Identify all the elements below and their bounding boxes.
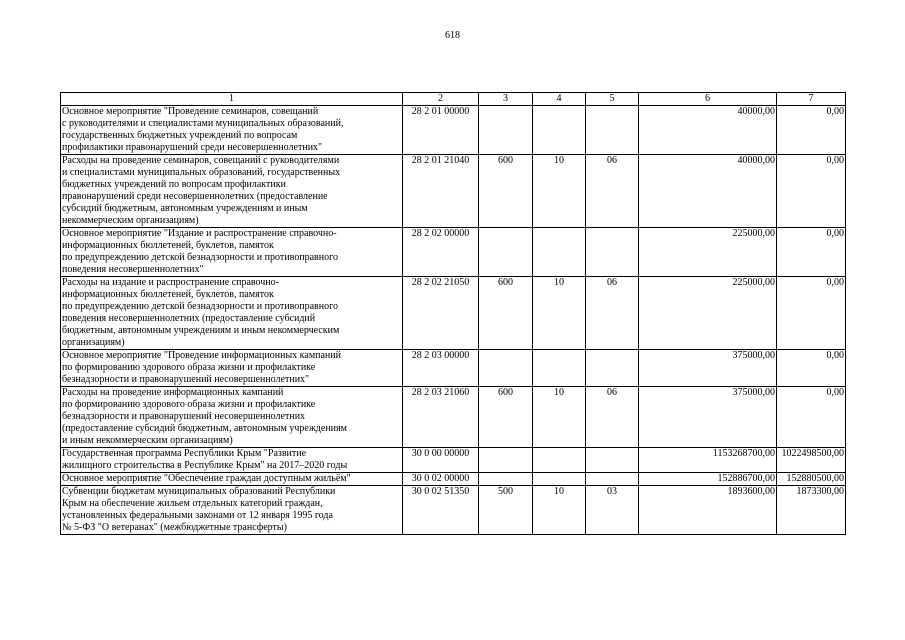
row-subsection-cell: [586, 106, 639, 155]
row-sum1-cell: 1893600,00: [639, 486, 777, 535]
row-sum2-cell: 0,00: [777, 228, 846, 277]
row-type-cell: 500: [479, 486, 533, 535]
row-sum1-cell: 152886700,00: [639, 473, 777, 486]
col-header-1: 1: [61, 93, 403, 106]
row-sum1-cell: 375000,00: [639, 387, 777, 448]
row-name-cell: Расходы на проведение семинаров, совещаний с руководителями и специалистами муниципальных образований, государственных бюджетных учреждений по вопросам профилактики правонарушений среди несовершеннолетних (предоставление субсидий бюджетным, автономным учреждениям и иным некоммерческим организациям): [61, 155, 403, 228]
row-sum1-cell: 1153268700,00: [639, 448, 777, 473]
row-section-cell: [533, 473, 586, 486]
row-code-cell: 28 2 02 21050: [403, 277, 479, 350]
row-sum2-cell: 0,00: [777, 106, 846, 155]
row-code-cell: 28 2 01 21040: [403, 155, 479, 228]
row-subsection-cell: 06: [586, 155, 639, 228]
row-section-cell: 10: [533, 155, 586, 228]
budget-table: [60, 92, 846, 535]
row-sum1-cell: 40000,00: [639, 155, 777, 228]
row-section-cell: [533, 228, 586, 277]
table-row: [61, 277, 846, 350]
row-section-cell: 10: [533, 277, 586, 350]
row-code-cell: 30 0 02 51350: [403, 486, 479, 535]
row-sum1-cell: 225000,00: [639, 277, 777, 350]
row-name-cell: Расходы на проведение информационных кампаний по формированию здорового образа жизни и профилактике безнадзорности и правонарушений несовершеннолетних (предоставление субсидий бюджетным, автономным учреждениям и иным некоммерческим организациям): [61, 387, 403, 448]
row-type-cell: [479, 106, 533, 155]
col-header-7: 7: [777, 93, 846, 106]
row-sum2-cell: 0,00: [777, 387, 846, 448]
row-subsection-cell: 06: [586, 387, 639, 448]
row-type-cell: 600: [479, 277, 533, 350]
row-code-cell: 30 0 00 00000: [403, 448, 479, 473]
table-row: [61, 387, 846, 448]
row-name-cell: Субвенции бюджетам муниципальных образований Республики Крым на обеспечение жильем отдельных категорий граждан, установленных федеральными законами от 12 января 1995 года № 5-ФЗ "О ветеранах" (межбюджетные трансферты): [61, 486, 403, 535]
table-row: [61, 228, 846, 277]
col-header-3: 3: [479, 93, 533, 106]
row-code-cell: 28 2 01 00000: [403, 106, 479, 155]
row-sum1-cell: 225000,00: [639, 228, 777, 277]
row-sum2-cell: 1022498500,00: [777, 448, 846, 473]
row-type-cell: [479, 228, 533, 277]
table-row: [61, 350, 846, 387]
row-section-cell: 10: [533, 387, 586, 448]
row-sum1-cell: 375000,00: [639, 350, 777, 387]
table-row: [61, 155, 846, 228]
row-section-cell: [533, 448, 586, 473]
table-row: [61, 486, 846, 535]
row-type-cell: [479, 350, 533, 387]
col-header-5: 5: [586, 93, 639, 106]
row-name-cell: Основное мероприятие "Проведение семинаров, совещаний с руководителями и специалистами муниципальных образований, государственных бюджетных учреждений по вопросам профилактики правонарушений среди несовершеннолетних": [61, 106, 403, 155]
row-code-cell: 28 2 02 00000: [403, 228, 479, 277]
row-sum2-cell: 1873300,00: [777, 486, 846, 535]
row-name-cell: Основное мероприятие "Обеспечение граждан доступным жильём": [61, 473, 403, 486]
row-name-cell: Основное мероприятие "Издание и распространение справочно- информационных бюллетеней, буклетов, памяток по предупреждению детской безнадзорности и противоправного поведения несовершеннолетних": [61, 228, 403, 277]
row-name-cell: Расходы на издание и распространение справочно- информационных бюллетеней, буклетов, памяток по предупреждению детской безнадзорности и противоправного поведения несовершеннолетних (предоставление субсидий бюджетным, автономным учреждениям и иным некоммерческим организациям): [61, 277, 403, 350]
row-subsection-cell: 06: [586, 277, 639, 350]
row-subsection-cell: 03: [586, 486, 639, 535]
col-header-2: 2: [403, 93, 479, 106]
row-type-cell: 600: [479, 387, 533, 448]
table-row: [61, 473, 846, 486]
row-code-cell: 28 2 03 00000: [403, 350, 479, 387]
row-code-cell: 30 0 02 00000: [403, 473, 479, 486]
row-sum2-cell: 0,00: [777, 155, 846, 228]
page-number: 618: [445, 30, 460, 41]
table-row: [61, 106, 846, 155]
row-subsection-cell: [586, 473, 639, 486]
col-header-6: 6: [639, 93, 777, 106]
row-sum2-cell: 0,00: [777, 277, 846, 350]
row-sum2-cell: 0,00: [777, 350, 846, 387]
row-sum2-cell: 152880500,00: [777, 473, 846, 486]
row-code-cell: 28 2 03 21060: [403, 387, 479, 448]
row-type-cell: [479, 448, 533, 473]
row-sum1-cell: 40000,00: [639, 106, 777, 155]
row-subsection-cell: [586, 350, 639, 387]
row-name-cell: Основное мероприятие "Проведение информационных кампаний по формированию здорового образа жизни и профилактике безнадзорности и правонарушений несовершеннолетних": [61, 350, 403, 387]
table-row: [61, 448, 846, 473]
row-subsection-cell: [586, 448, 639, 473]
row-section-cell: [533, 106, 586, 155]
row-section-cell: 10: [533, 486, 586, 535]
row-type-cell: [479, 473, 533, 486]
row-type-cell: 600: [479, 155, 533, 228]
row-name-cell: Государственная программа Республики Крым "Развитие жилищного строительства в Республике Крым" на 2017–2020 годы: [61, 448, 403, 473]
col-header-4: 4: [533, 93, 586, 106]
row-subsection-cell: [586, 228, 639, 277]
table-header-row: [61, 93, 846, 106]
row-section-cell: [533, 350, 586, 387]
